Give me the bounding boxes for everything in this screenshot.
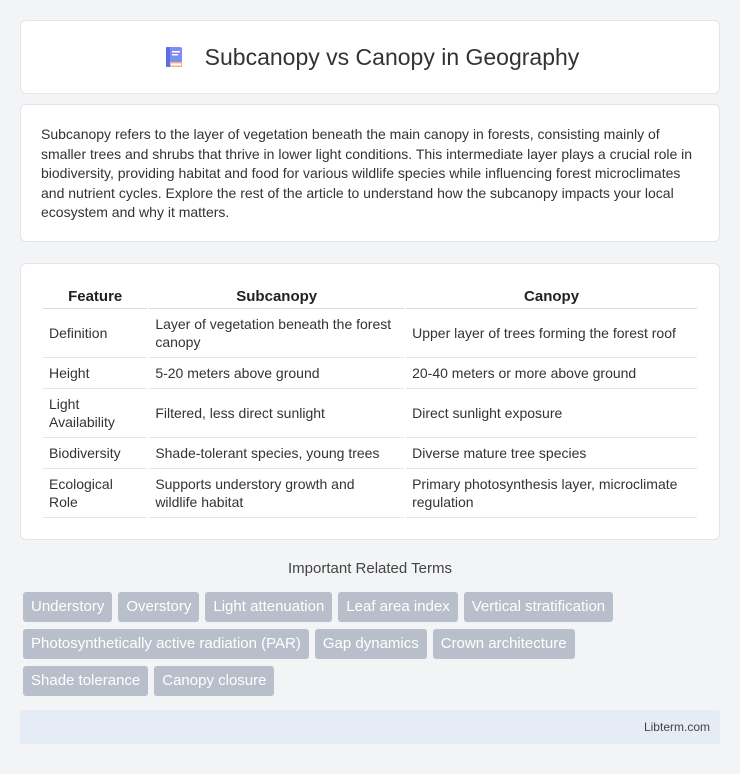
table-cell-subcanopy: Supports understory growth and wildlife habitat [149, 469, 404, 518]
table-cell-subcanopy: Layer of vegetation beneath the forest canopy [149, 309, 404, 358]
table-cell-canopy: Primary photosynthesis layer, microclimate regulation [406, 469, 697, 518]
tag-par[interactable]: Photosynthetically active radiation (PAR) [23, 629, 309, 659]
intro-text: Subcanopy refers to the layer of vegetation beneath the main canopy in forests, consisting mainly of smaller trees and shrubs that thrive in lower light conditions. This intermediate layer plays a crucial role in biodiversity, providing habitat and food for various wildlife species while influencing forest microclimates and nutrient cycles. Explore the rest of the article to understand how the subcanopy impacts your local ecosystem and why it matters. [41, 126, 693, 220]
header-card [20, 20, 720, 94]
header-feature: Feature [43, 282, 147, 309]
book-icon [161, 44, 187, 70]
table-cell-canopy: Upper layer of trees forming the forest roof [406, 309, 697, 358]
table-cell-feature: Light Availability [43, 389, 147, 438]
intro-card [20, 104, 720, 242]
table-row [43, 438, 697, 469]
table-cell-subcanopy: 5-20 meters above ground [149, 358, 404, 389]
tag-canopy-closure[interactable]: Canopy closure [154, 666, 274, 696]
table-cell-feature: Definition [43, 309, 147, 358]
footer-brand-link[interactable]: Libterm.com [643, 720, 710, 734]
footer [20, 710, 720, 744]
tag-vertical-stratification[interactable]: Vertical stratification [464, 592, 613, 622]
comparison-table-card [20, 263, 720, 540]
table-cell-feature: Height [43, 358, 147, 389]
table-cell-subcanopy: Filtered, less direct sunlight [149, 389, 404, 438]
tag-crown-architecture[interactable]: Crown architecture [433, 629, 575, 659]
table-row [43, 389, 697, 438]
tag-understory[interactable]: Understory [23, 592, 112, 622]
table-cell-canopy: Direct sunlight exposure [406, 389, 697, 438]
tag-shade-tolerance[interactable]: Shade tolerance [23, 666, 148, 696]
table-cell-canopy: Diverse mature tree species [406, 438, 697, 469]
comparison-table [41, 282, 699, 518]
tag-light-attenuation[interactable]: Light attenuation [205, 592, 332, 622]
tag-gap-dynamics[interactable]: Gap dynamics [315, 629, 427, 659]
table-header-row [43, 282, 697, 309]
table-cell-feature: Biodiversity [43, 438, 147, 469]
table-cell-subcanopy: Shade-tolerant species, young trees [149, 438, 404, 469]
header-canopy: Canopy [406, 282, 697, 309]
header-subcanopy: Subcanopy [149, 282, 404, 309]
tag-overstory[interactable]: Overstory [118, 592, 199, 622]
table-row [43, 358, 697, 389]
table-row [43, 469, 697, 518]
table-cell-feature: Ecological Role [43, 469, 147, 518]
table-row [43, 309, 697, 358]
page-title: Subcanopy vs Canopy in Geography [204, 43, 580, 70]
table-cell-canopy: 20-40 meters or more above ground [406, 358, 697, 389]
related-terms-list [23, 592, 683, 696]
related-terms-title: Important Related Terms [288, 560, 452, 577]
tag-leaf-area-index[interactable]: Leaf area index [338, 592, 457, 622]
